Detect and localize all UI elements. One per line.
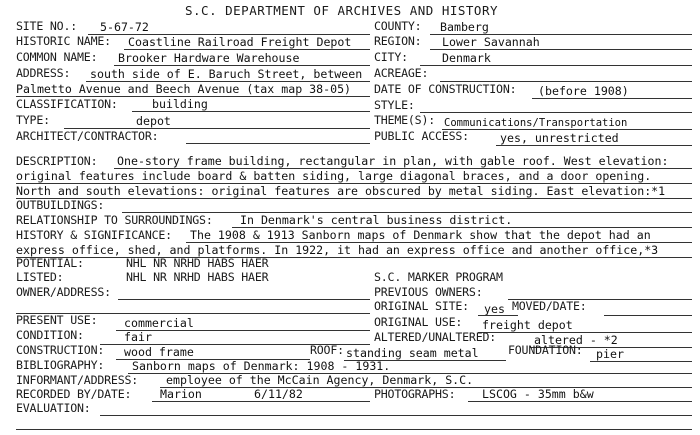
foundation-label: FOUNDATION: [508, 343, 583, 357]
altered-value: altered - *2 [534, 333, 618, 347]
photographs-label: PHOTOGRAPHS: [374, 387, 456, 401]
classification-label: CLASSIFICATION: [16, 97, 118, 111]
recorded-date-value: 6/11/82 [254, 387, 303, 401]
address-value-2: Palmetto Avenue and Beech Avenue (tax map 38-05) [16, 82, 352, 96]
description-line-1: One-story frame building, rectangular in plan, with gable roof. West elevation: [117, 154, 669, 168]
type-value: depot [136, 114, 171, 128]
relationship-value: In Denmark's central business district. [240, 213, 513, 227]
original-site-label: ORIGINAL SITE: [374, 299, 469, 313]
architect-line [186, 143, 370, 144]
history-line-2: express office, shed, and platforms. In 1922, it had an express office and another office,*3 [16, 243, 659, 257]
relationship-label: RELATIONSHIP TO SURROUNDINGS: [16, 213, 213, 227]
evaluation-line-1 [100, 415, 692, 416]
condition-value: fair [124, 330, 152, 344]
historic-name-value: Coastline Railroad Freight Depot [128, 35, 352, 49]
marker-program-label: S.C. MARKER PROGRAM [374, 270, 503, 284]
public-access-value: yes, unrestricted [500, 131, 619, 145]
classification-line [132, 111, 370, 112]
original-use-value: freight depot [482, 318, 573, 332]
informant-label: INFORMANT/ADDRESS: [16, 373, 139, 387]
date-of-construction-value: (before 1908) [538, 84, 629, 98]
description-line-2: original features include board & batten siding, large diagonal braces, and a door opening. [16, 169, 652, 183]
photographs-line [468, 401, 692, 402]
classification-value: building [152, 97, 208, 111]
address-label: ADDRESS: [16, 66, 71, 80]
themes-value: Communications/Transportation [444, 117, 628, 129]
moved-date-label: MOVED/DATE: [512, 299, 587, 313]
history-label: HISTORY & SIGNIFICANCE: [16, 228, 172, 242]
address-value-1: south side of E. Baruch Street, between [90, 67, 363, 81]
acreage-label: ACREAGE: [374, 66, 429, 80]
moved-date-line [604, 315, 692, 316]
description-rule-3 [16, 198, 692, 199]
region-value: Lower Savannah [442, 35, 540, 49]
construction-label: CONSTRUCTION: [16, 343, 105, 357]
county-label: COUNTY: [374, 19, 422, 33]
owner-line [118, 299, 370, 300]
region-label: REGION: [374, 34, 422, 48]
owner-label: OWNER/ADDRESS: [16, 285, 111, 299]
foundation-line [590, 361, 692, 362]
city-label: CITY: [374, 50, 408, 64]
common-name-value: Brooker Hardware Warehouse [118, 51, 300, 65]
architect-label: ARCHITECT/CONTRACTOR: [16, 129, 159, 143]
description-line-3: North and south elevations: original features are obscured by metal siding. East elevation:*1 [16, 184, 666, 198]
public-access-line [496, 145, 692, 146]
site-no-label: SITE NO.: [16, 19, 78, 33]
common-name-label: COMMON NAME: [16, 50, 98, 64]
altered-label: ALTERED/UNALTERED: [374, 330, 497, 344]
history-rule-2 [16, 257, 692, 258]
description-label: DESCRIPTION: [16, 154, 98, 168]
construction-value: wood frame [124, 345, 194, 359]
recorded-by-value: Marion [160, 387, 202, 401]
history-line-1: The 1908 & 1913 Sanborn maps of Denmark show that the depot had an [190, 228, 651, 242]
form-title: S.C. DEPARTMENT OF ARCHIVES AND HISTORY [185, 3, 498, 18]
condition-label: CONDITION: [16, 328, 84, 342]
original-site-value: yes [484, 302, 505, 316]
roof-label: ROOF: [310, 343, 344, 357]
evaluation-line-2 [16, 429, 692, 430]
date-of-construction-line [532, 98, 692, 99]
outbuildings-label: OUTBUILDINGS: [16, 198, 105, 212]
photographs-value: LSCOG - 35mm b&w [482, 387, 594, 401]
present-use-label: PRESENT USE: [16, 313, 98, 327]
present-use-value: commercial [124, 316, 194, 330]
themes-line [442, 129, 692, 130]
original-site-line [478, 315, 518, 316]
common-name-line [114, 65, 370, 66]
style-line [420, 112, 692, 113]
evaluation-label: EVALUATION: [16, 401, 91, 415]
present-use-line [116, 330, 370, 331]
public-access-label: PUBLIC ACCESS: [374, 129, 469, 143]
recorded-label: RECORDED BY/DATE: [16, 387, 132, 401]
roof-value: standing seam metal [346, 346, 479, 360]
historic-name-line [124, 49, 370, 50]
type-label: TYPE: [16, 113, 50, 127]
site-no-value: 5-67-72 [100, 20, 149, 34]
listed-label: LISTED: [16, 270, 64, 284]
historic-name-label: HISTORIC NAME: [16, 34, 111, 48]
recorded-line [152, 401, 370, 402]
potential-label: POTENTIAL: [16, 256, 84, 270]
foundation-value: pier [596, 347, 624, 361]
informant-value: employee of the McCain Agency, Denmark, S.C. [166, 373, 474, 387]
date-of-construction-label: DATE OF CONSTRUCTION: [374, 82, 517, 96]
style-label: STYLE: [374, 98, 415, 112]
region-line [430, 49, 692, 50]
previous-owners-label: PREVIOUS OWNERS: [374, 285, 483, 299]
county-value: Bamberg [440, 20, 489, 34]
city-line [420, 65, 692, 66]
themes-label: THEME(S): [374, 113, 436, 127]
potential-codes: NHL NR NRHD HABS HAER [126, 256, 269, 270]
listed-codes: NHL NR NRHD HABS HAER [126, 270, 269, 284]
bibliography-value: Sanborn maps of Denmark: 1908 - 1931. [132, 359, 391, 373]
city-value: Denmark [442, 51, 491, 65]
bibliography-label: BIBLIOGRAPHY: [16, 358, 105, 372]
original-use-label: ORIGINAL USE: [374, 315, 463, 329]
